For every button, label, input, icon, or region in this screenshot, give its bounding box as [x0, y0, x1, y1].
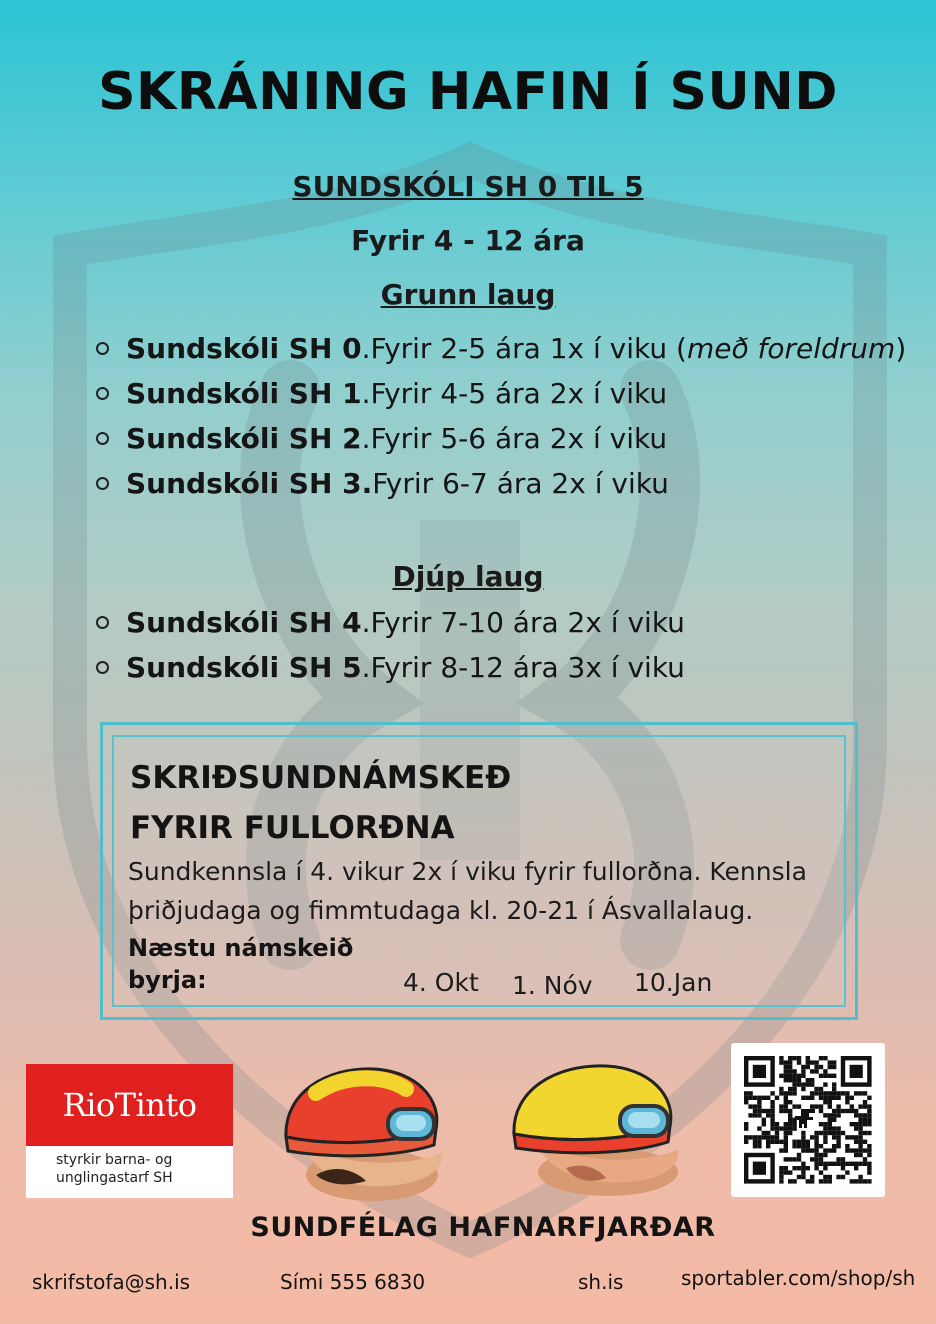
sponsor-text-line1: styrkir barna- og — [56, 1152, 173, 1168]
course-name: Sundskóli SH 2 — [126, 422, 362, 455]
course-note-close: ) — [895, 332, 907, 365]
course-separator: . — [361, 606, 371, 639]
course-item — [96, 645, 685, 690]
adult-course-title-line2: FYRIR FULLORÐNA — [130, 810, 455, 846]
course-separator: . — [361, 332, 371, 365]
course-name: Sundskóli SH 1 — [126, 377, 362, 410]
course-separator: . — [361, 651, 371, 684]
sponsor-logo-mark: RioTinto — [26, 1064, 233, 1146]
course-name: Sundskóli SH 3. — [126, 467, 373, 500]
next-courses-label-line2: byrja: — [128, 966, 207, 994]
adult-course-description: Sundkennsla í 4. vikur 2x í viku fyrir fullorðna. Kennsla þriðjudaga og fimmtudaga kl. 20-21 í Ásvallalaug. — [128, 857, 807, 925]
circle-bullet-icon — [96, 342, 109, 355]
qr-code-icon[interactable] — [731, 1043, 885, 1197]
course-date: 1. Nóv — [512, 971, 593, 1000]
next-courses-label-line1: Næstu námskeið — [128, 934, 354, 962]
course-name: Sundskóli SH 5 — [126, 651, 362, 684]
course-description: Fyrir 4-5 ára 2x í viku — [370, 377, 668, 410]
course-description: Fyrir 8-12 ára 3x í viku — [370, 651, 685, 684]
footer-website[interactable]: sh.is — [578, 1270, 624, 1294]
adult-course-title-line1: SKRIÐSUNDNÁMSKEÐ — [130, 760, 512, 796]
deep-pool-course-list — [96, 600, 685, 690]
shallow-pool-heading: Grunn laug — [380, 278, 556, 311]
course-date: 4. Okt — [403, 968, 479, 997]
course-item — [96, 600, 685, 645]
course-description: Fyrir 6-7 ára 2x í viku — [372, 467, 669, 500]
swimmer-mascot-red-icon — [276, 1063, 462, 1203]
course-separator: . — [361, 377, 371, 410]
age-range: Fyrir 4 - 12 ára — [351, 224, 585, 257]
circle-bullet-icon — [96, 477, 109, 490]
next-courses-label — [128, 932, 353, 996]
course-name: Sundskóli SH 4 — [126, 606, 362, 639]
course-item — [96, 416, 906, 461]
course-date: 10.Jan — [634, 968, 713, 997]
circle-bullet-icon — [96, 387, 109, 400]
course-note: með foreldrum — [686, 332, 896, 365]
school-heading: SUNDSKÓLI SH 0 TIL 5 — [292, 170, 644, 203]
course-name: Sundskóli SH 0 — [126, 332, 362, 365]
deep-pool-heading: Djúp laug — [392, 560, 544, 593]
footer-shop-link[interactable]: sportabler.com/shop/sh — [681, 1266, 916, 1290]
course-separator: . — [361, 422, 371, 455]
circle-bullet-icon — [96, 661, 109, 674]
footer-email[interactable]: skrifstofa@sh.is — [32, 1270, 191, 1294]
swimmer-mascot-yellow-icon — [506, 1058, 696, 1198]
footer-phone: Sími 555 6830 — [280, 1270, 426, 1294]
circle-bullet-icon — [96, 616, 109, 629]
circle-bullet-icon — [96, 432, 109, 445]
club-name: SUNDFÉLAG HAFNARFJARÐAR — [250, 1212, 716, 1243]
page-title: SKRÁNING HAFIN Í SUND — [98, 62, 838, 122]
course-item — [96, 371, 906, 416]
course-item — [96, 461, 906, 506]
shallow-pool-course-list — [96, 326, 906, 506]
sponsor-text — [26, 1146, 233, 1187]
course-item — [96, 326, 906, 371]
sponsor-text-line2: unglingastarf SH — [56, 1170, 173, 1186]
rio-tinto-sponsor-logo — [26, 1064, 233, 1198]
course-description: Fyrir 5-6 ára 2x í viku — [370, 422, 668, 455]
course-description: Fyrir 7-10 ára 2x í viku — [370, 606, 685, 639]
course-description: Fyrir 2-5 ára 1x í viku ( — [370, 332, 687, 365]
